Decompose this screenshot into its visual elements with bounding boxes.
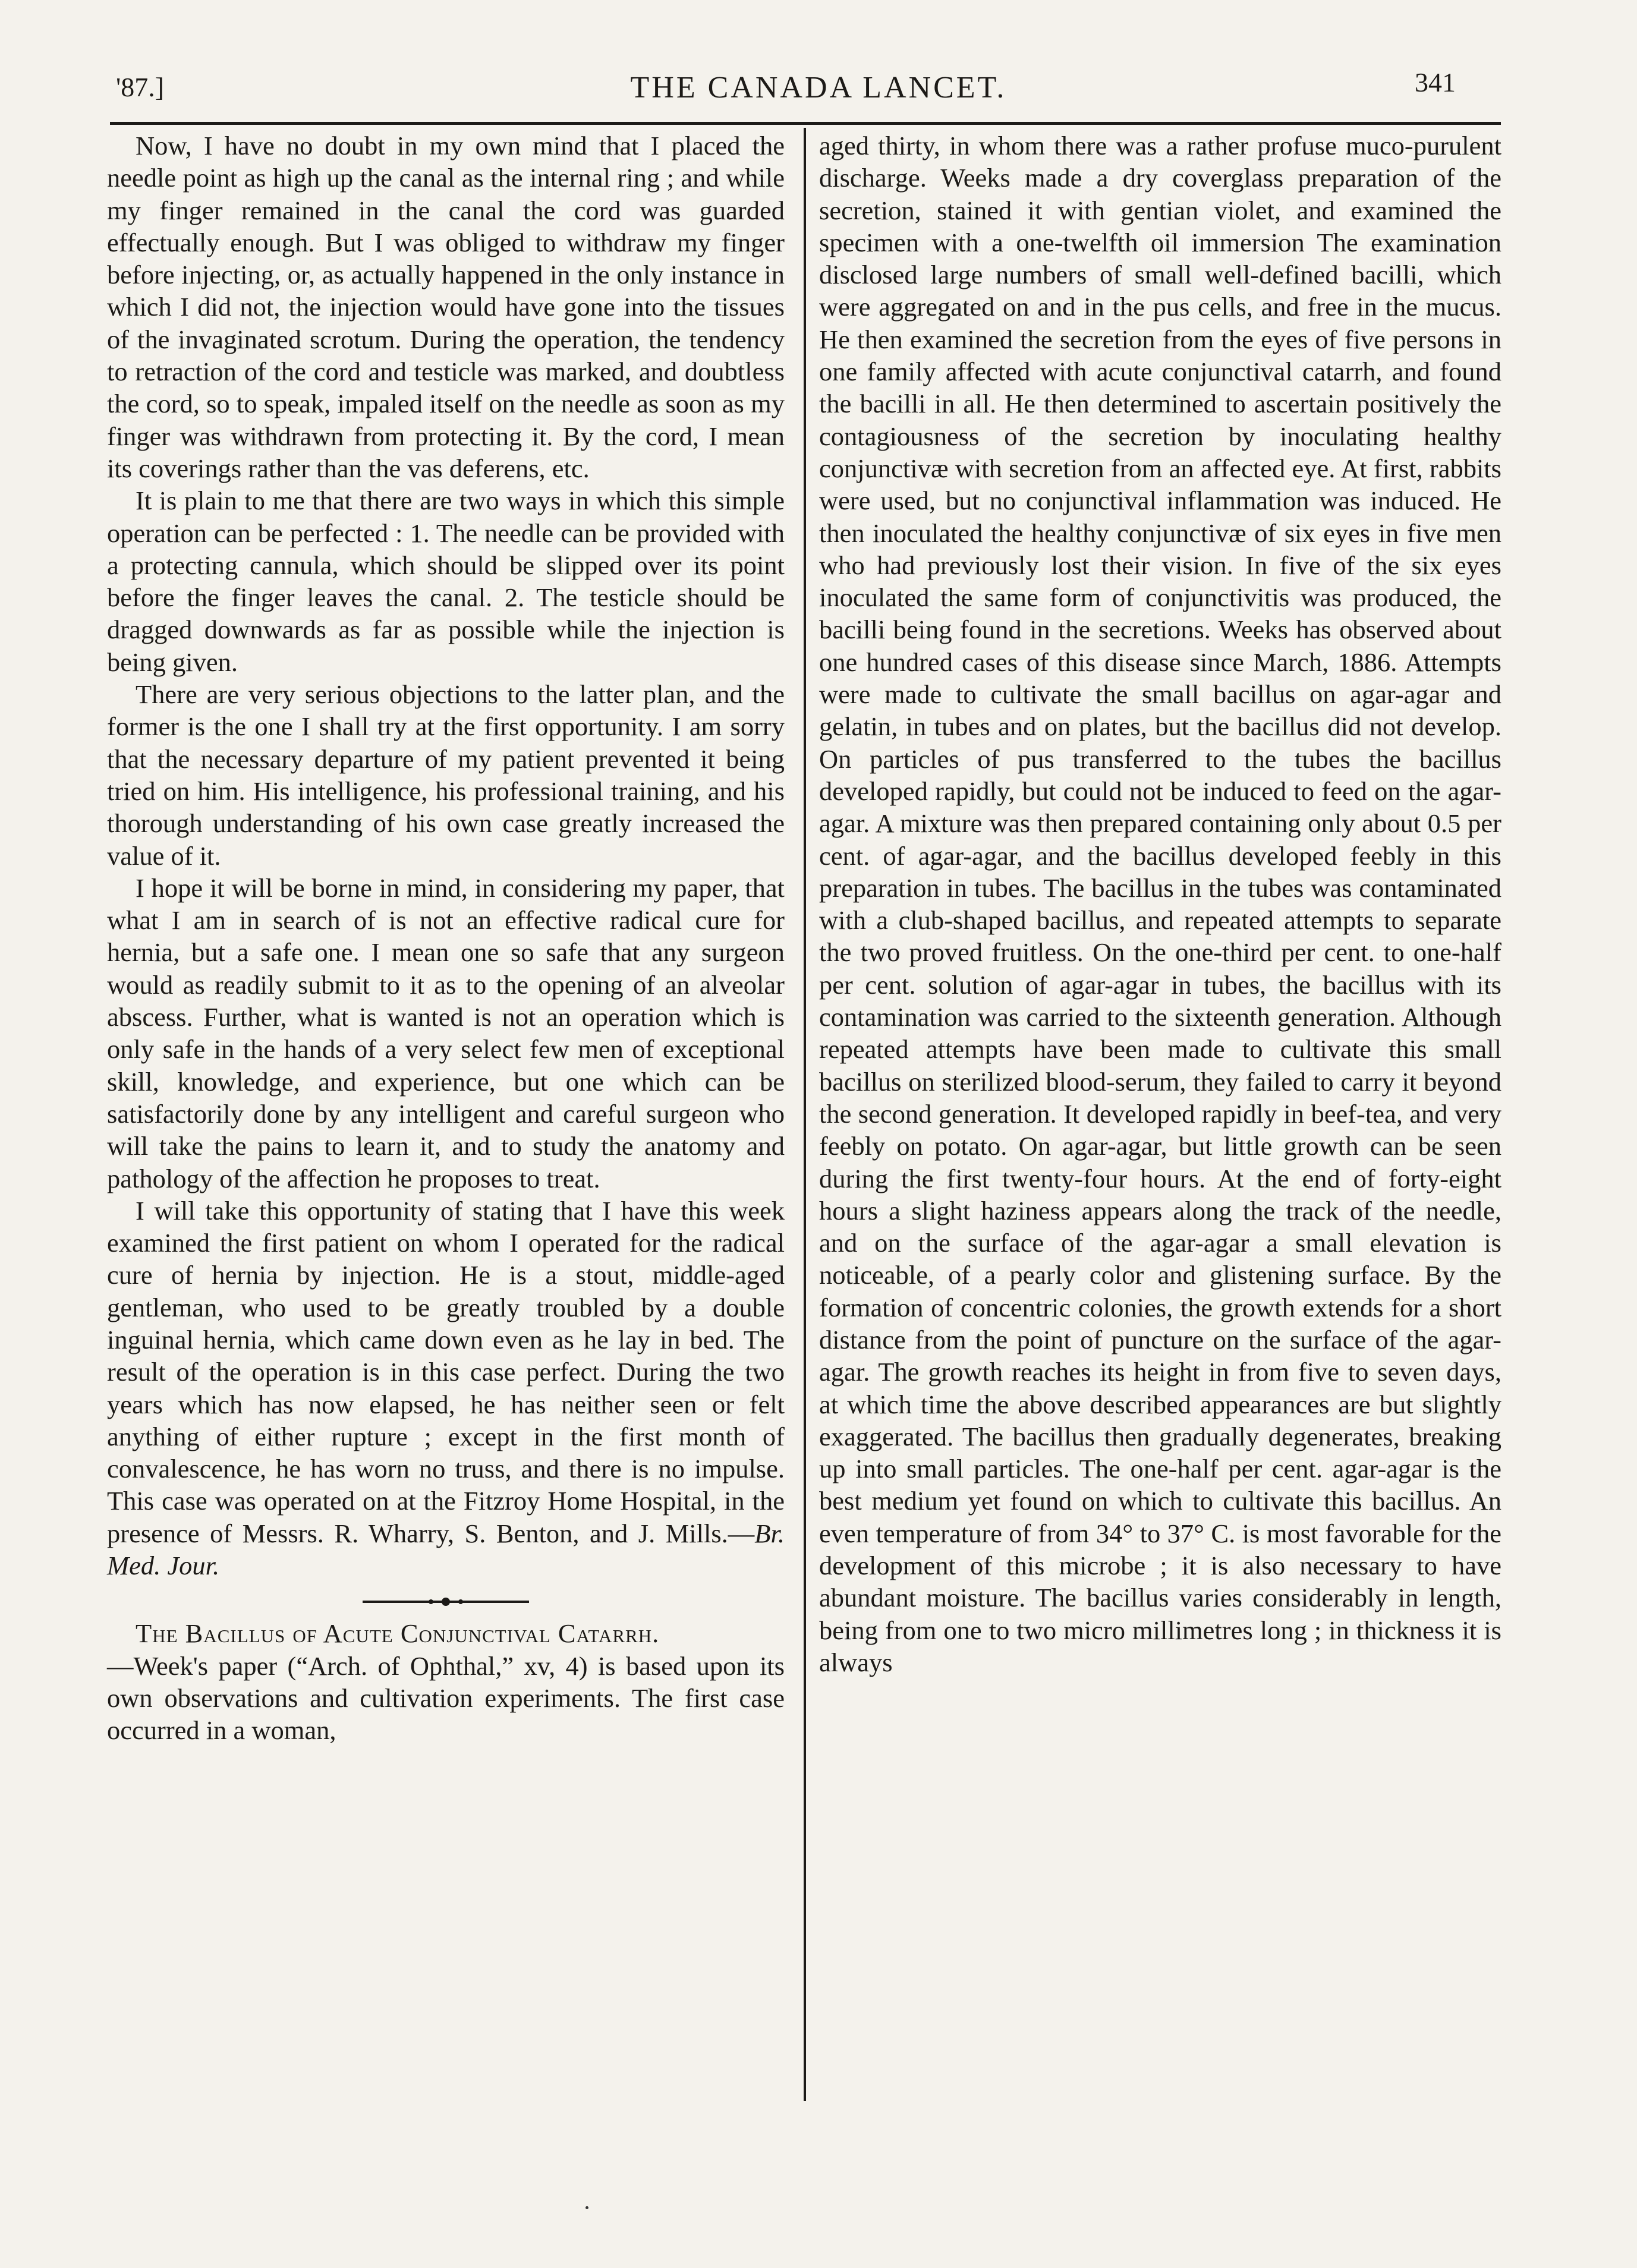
paragraph bbox=[107, 1617, 785, 1649]
page-number: 341 bbox=[1415, 67, 1456, 97]
paragraph: aged thirty, in whom there was a rather profuse muco-purulent discharge. Weeks made a dry coverglass preparation of the secretion, stained it with gentian violet, and examined the specimen with a one-twelfth oil immersion The examination disclosed large numbers of small well-defined bacilli, which were aggregated on and in the pus cells, and free in the mucus. He then examined the secretion from the eyes of five persons in one family affected with acute conjunctival catarrh, and found the bacilli in all. He then determined to ascertain positively the contagiousness of the secretion by inoculating healthy conjunctivæ with secretion from an affected eye. At first, rabbits were used, but no conjunctival inflammation was induced. He then inoculated the healthy conjunctivæ of six eyes in five men who had previously lost their vision. In five of the six eyes inoculated the same form of conjunctivitis was produced, the bacilli being found in the secretions. Weeks has observed about one hundred cases of this disease since March, 1886. Attempts were made to cultivate the small bacillus on agar-agar and gelatin, in tubes and on plates, but the bacillus did not develop. On particles of pus transferred to the tubes the bacillus developed rapidly, but could not be induced to feed on the agar-agar. A mixture was then prepared containing only about 0.5 per cent. of agar-agar, and the bacillus developed feebly in this preparation in tubes. The bacillus in the tubes was contaminated with a club-shaped bacillus, and repeated attempts to separate the two proved fruitless. On the one-third per cent. to one-half per cent. solution of agar-agar in tubes, the bacillus with its contamination was carried to the sixteenth generation. Although repeated attempts have been made to cultivate this small bacillus on sterilized blood-serum, they failed to carry it beyond the second generation. It developed rapidly in beef-tea, and very feebly on potato. On agar-agar, but little growth can be seen during the first twenty-four hours. At the end of forty-eight hours a slight haziness appears along the track of the needle, and on the surface of the agar-agar a small elevation is noticeable, of a pearly color and glistening surface. By the formation of concentric colonies, the growth extends for a short distance from the point of puncture on the surface of the agar-agar. The growth reaches its height in from five to seven days, at which time the above described appearances are but slightly exaggerated. The bacillus then gradually degenerates, breaking up into small particles. The one-half per cent. agar-agar is the best medium yet found on which to cultivate this bacillus. An even temperature of from 34° to 37° C. is most favorable for the development of this microbe ; it is also necessary to have abundant moisture. The bacillus varies considerably in length, being from one to two micro millimetres long ; in thickness it is always bbox=[819, 131, 1501, 1677]
right-column bbox=[819, 130, 1501, 1678]
paragraph: Now, I have no doubt in my own mind that I placed the needle point as high up the canal as the internal ring ; and while my finger remained in the canal the cord was guarded effectually enough. But I was obliged to withdraw my finger before injecting, or, as actually happened in the only instance in which I did not, the injection would have gone into the tissues of the invaginated scrotum. During the operation, the tendency to retraction of the cord and testicle was marked, and doubtless the cord, so to speak, impaled itself on the needle as soon as my finger was withdrawn from protecting it. By the cord, I mean its coverings rather than the vas deferens, etc. bbox=[107, 131, 785, 483]
paragraph: I hope it will be borne in mind, in considering my paper, that what I am in search of is not an effective radical cure for hernia, but a safe one. I mean one so safe that any surgeon would as readily submit to it as to the opening of an alveolar abscess. Further, what is wanted is not an operation which is only safe in the hands of a very select few men of exceptional skill, knowledge, and experience, but one which can be satisfactorily done by any intelligent and careful surgeon who will take the pains to learn it, and to study the anatomy and pathology of the affection he proposes to treat. bbox=[107, 872, 785, 1193]
paragraph: There are very serious objections to the latter plan, and the former is the one I shall try at the first opportunity. I am sorry that the necessary departure of my patient prevented it being tried on him. His intelligence, his professional training, and his thorough understanding of his own case greatly increased the value of it. bbox=[107, 679, 785, 871]
header-rule bbox=[110, 122, 1501, 125]
column-divider bbox=[804, 128, 806, 2101]
section-title: The Bacillus of Acute Conjunctival Catarrh. bbox=[136, 1618, 660, 1649]
paragraph: —Week's paper (“Arch. of Ophthal,” xv, 4) is based upon its own observations and cultivation experiments. The first case occurred in a woman, bbox=[107, 1650, 785, 1746]
print-speck bbox=[585, 2206, 588, 2209]
paragraph bbox=[107, 1195, 785, 1582]
page-header bbox=[0, 0, 1637, 119]
header-date: '87.] bbox=[116, 72, 165, 102]
left-column bbox=[107, 130, 785, 1747]
paragraph-text: I will take this opportunity of stating that I have this week examined the first patient on whom I operated for the radical cure of hernia by injection. He is a stout, middle-aged gentleman, who used to be greatly troubled by a double inguinal hernia, which came down even as he lay in bed. The result of the operation is in this case perfect. During the two years which has now elapsed, he has neither seen or felt anything of either rupture ; except in the first month of convalescence, he has worn no truss, and there is no impulse. This case was operated on at the Fitzroy Home Hospital, in the presence of Messrs. R. Wharry, S. Benton, and J. Mills.— bbox=[107, 1195, 785, 1548]
citation-source: Br. Med. Jour. bbox=[107, 1518, 785, 1581]
section-ornament bbox=[357, 1596, 535, 1608]
paragraph: It is plain to me that there are two ways in which this simple operation can be perfected : 1. The needle can be provided with a protecting cannula, which should be slipped over its point before the finger leaves the canal. 2. The testicle should be dragged downwards as far as possible while the injection is being given. bbox=[107, 486, 785, 677]
journal-title: THE CANADA LANCET. bbox=[630, 71, 1007, 105]
